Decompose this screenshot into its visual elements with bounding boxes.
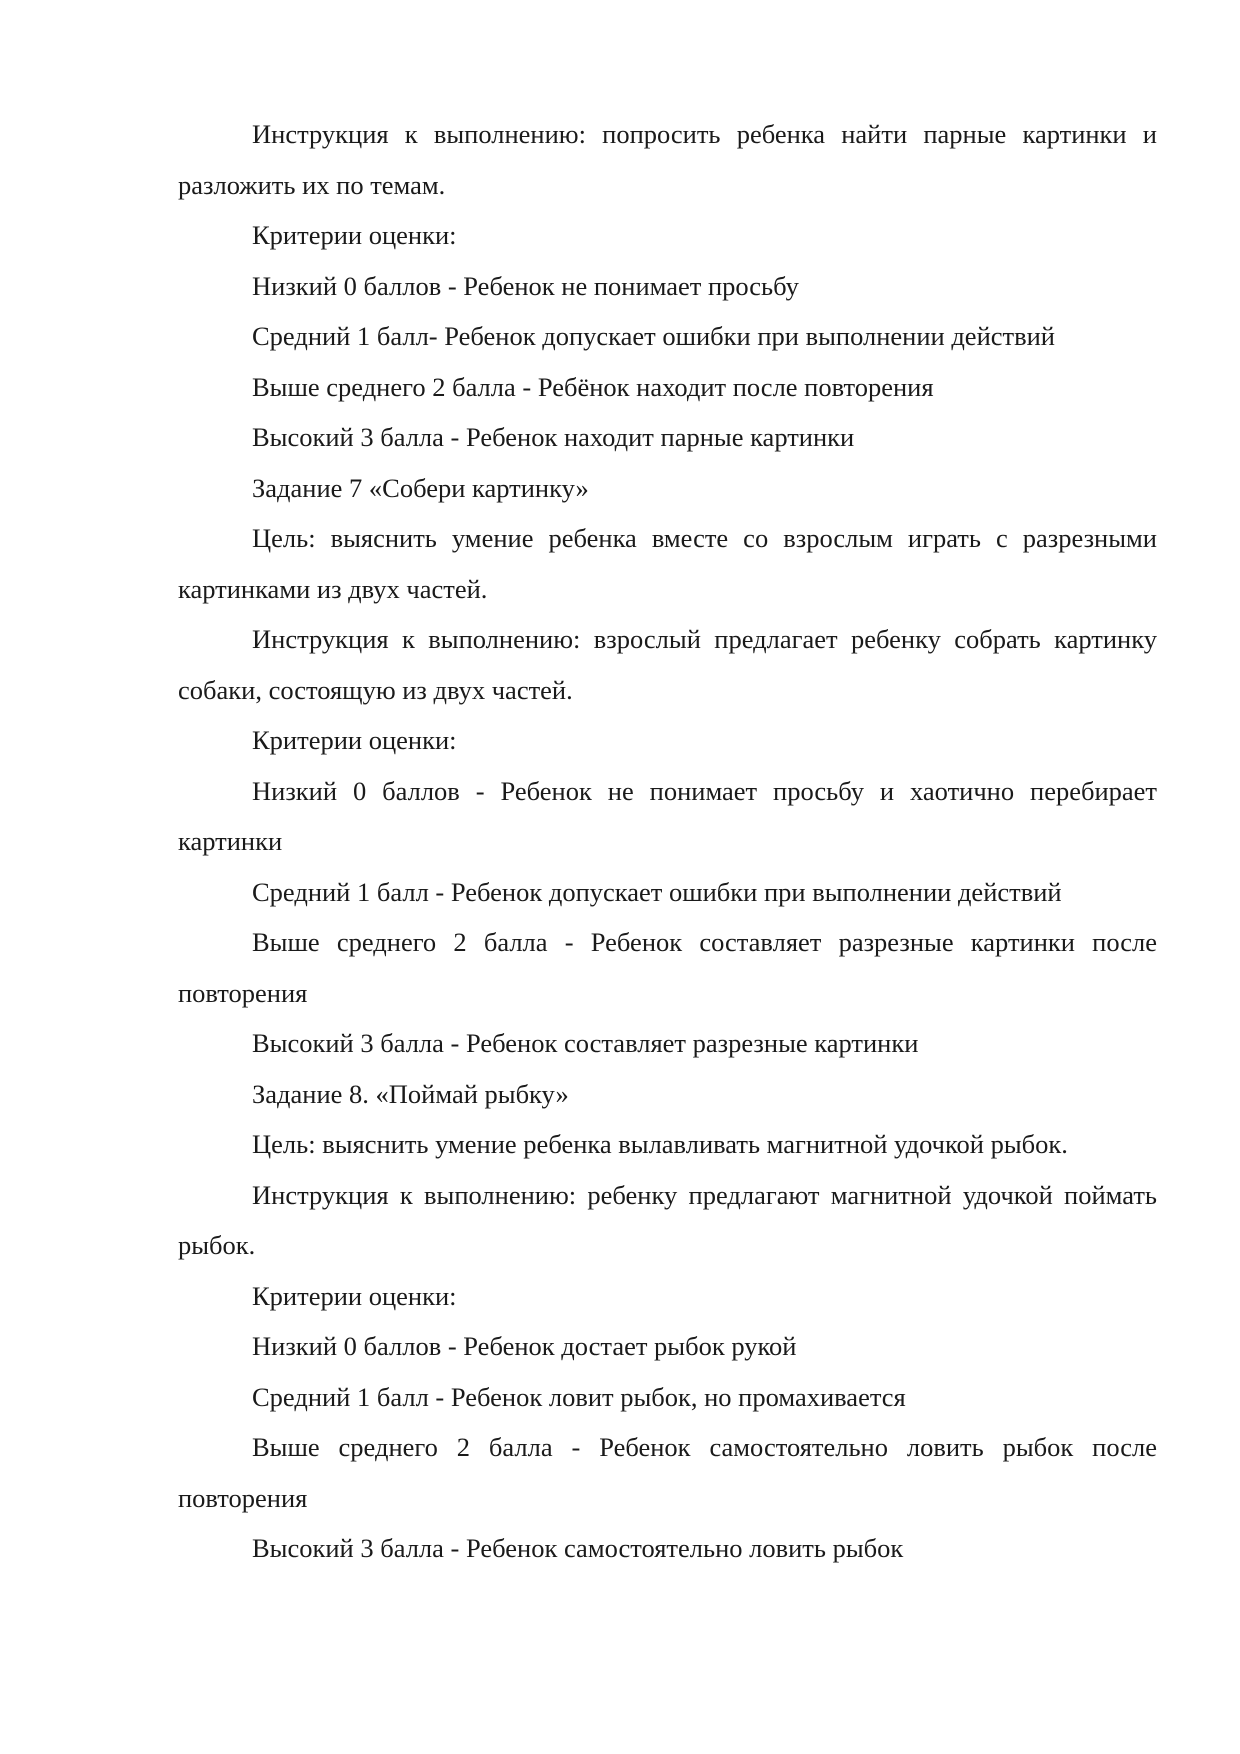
criterion-high: Высокий 3 балла - Ребенок находит парные картинки [252,422,855,452]
task-8-criterion-high: Высокий 3 балла - Ребенок самостоятельно ловить рыбок [252,1533,904,1563]
criterion-above-medium: Выше среднего 2 балла - Ребёнок находит после повторения [252,371,934,402]
task-7-title: Задание 7 «Собери картинку» [252,472,589,503]
task-7-criteria-heading: Критерии оценки: [252,725,457,755]
task-8-instruction: Инструкция к выполнению: ребенку предлагают магнитной удочкой поймать рыбок. [178,1179,1157,1260]
criteria-heading: Критерии оценки: [252,220,457,250]
task-8-goal: Цель: выяснить умение ребенка вылавливать магнитной удочкой рыбок. [252,1129,1068,1159]
criterion-medium: Средний 1 балл- Ребенок допускает ошибки при выполнении действий [252,321,1055,351]
task-7-criterion-high: Высокий 3 балла - Ребенок составляет разрезные картинки [252,1028,919,1058]
criterion-low: Низкий 0 баллов - Ребенок не понимает просьбу [252,270,799,301]
task-8-criterion-above-medium: Выше среднего 2 балла - Ребенок самостоятельно ловить рыбок после повторения [178,1432,1157,1513]
task-7-goal: Цель: выяснить умение ребенка вместе со взрослым играть с разрезными картинками из двух частей. [178,523,1157,604]
task-8-criteria-heading: Критерии оценки: [252,1280,457,1311]
task-8-criterion-medium: Средний 1 балл - Ребенок ловит рыбок, но промахивается [252,1381,906,1412]
document-body [178,109,1157,1574]
task-7-criterion-low: Низкий 0 баллов - Ребенок не понимает просьбу и хаотично перебирает картинки [178,775,1157,856]
task-7-criterion-above-medium: Выше среднего 2 балла - Ребенок составляет разрезные картинки после повторения [178,927,1157,1008]
task-8-title: Задание 8. «Поймай рыбку» [252,1078,569,1109]
task-7-criterion-medium: Средний 1 балл - Ребенок допускает ошибки при выполнении действий [252,876,1062,907]
instruction-paragraph: Инструкция к выполнению: попросить ребенка найти парные картинки и разложить их по темам. [178,119,1157,200]
task-7-instruction: Инструкция к выполнению: взрослый предлагает ребенку собрать картинку собаки, состоящую из двух частей. [178,624,1157,705]
task-8-criterion-low: Низкий 0 баллов - Ребенок достает рыбок рукой [252,1331,797,1361]
